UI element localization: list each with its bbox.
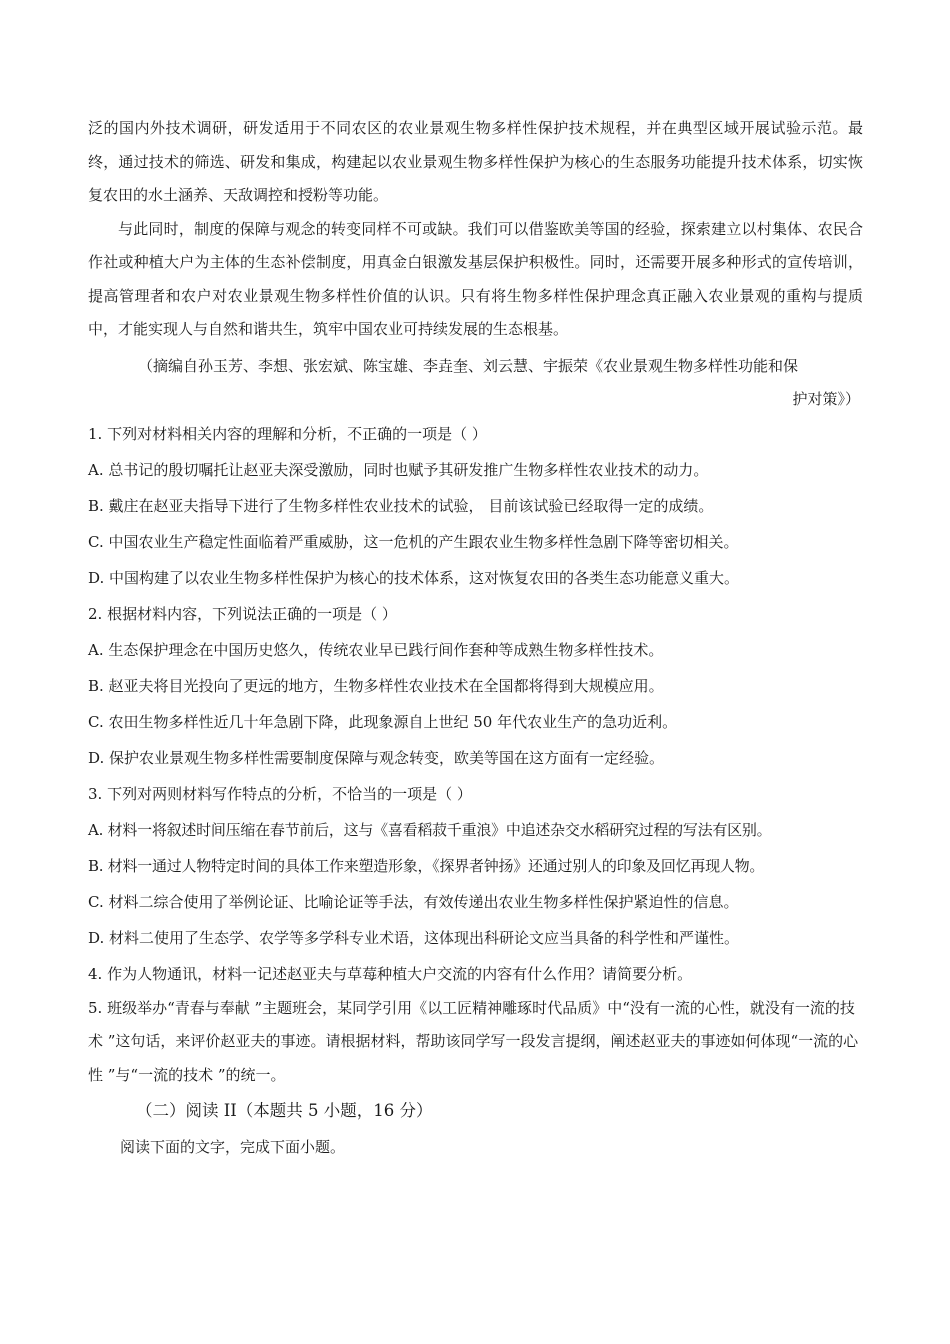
question-1-option-a: A. 总书记的殷切嘱托让赵亚夫深受激励，同时也赋予其研发推广生物多样性农业技术的动力。	[88, 460, 709, 479]
question-1-option-c: C. 中国农业生产稳定性面临着严重威胁，这一危机的产生跟农业生物多样性急剧下降等密切相关。	[88, 532, 739, 551]
question-2-option-d: D. 保护农业景观生物多样性需要制度保障与观念转变，欧美等国在这方面有一定经验。	[88, 748, 665, 767]
document-page	[88, 112, 863, 1165]
question-5-stem: 5. 班级举办“青春与奉献 ”主题班会，某同学引用《以工匠精神雕琢时代品质》中“没有一流的心性，就没有一流的技术 ”这句话，来评价赵亚夫的事迹。请根据材料，帮助该同学写一段发言提纲，阐述赵亚夫的事迹如何体现“一流的心性 ”与“一流的技术 ”的统一。	[88, 998, 859, 1084]
question-1-stem: 1. 下列对材料相关内容的理解和分析，不正确的一项是（ ）	[88, 424, 487, 443]
question-2-option-a: A. 生态保护理念在中国历史悠久，传统农业早已践行间作套种等成熟生物多样性技术。	[88, 640, 664, 659]
source-citation	[88, 350, 863, 416]
source-citation-line2: 护对策》）	[792, 389, 860, 408]
paragraph-policy: 与此同时，制度的保障与观念的转变同样不可或缺。我们可以借鉴欧美等国的经验，探索建立以村集体、农民合作社或种植大户为主体的生态补偿制度，用真金白银激发基层保护积极性。同时，还需要开展多种形式的宣传培训，提高管理者和农户对农业景观生物多样性价值的认识。只有将生物多样性保护理念真正融入农业景观的重构与提质中，才能实现人与自然和谐共生，筑牢中国农业可持续发展的生态根基。	[88, 219, 863, 338]
paragraph-continued: 泛的国内外技术调研，研发适用于不同农区的农业景观生物多样性保护技术规程，并在典型区域开展试验示范。最终，通过技术的筛选、研发和集成，构建起以农业景观生物多样性保护为核心的生态服务功能提升技术体系，切实恢复农田的水土涵养、天敌调控和授粉等功能。	[88, 119, 863, 204]
reading-instruction: 阅读下面的文字，完成下面小题。	[120, 1138, 346, 1156]
question-3-option-a: A. 材料一将叙述时间压缩在春节前后，这与《喜看稻菽千重浪》中追述杂交水稻研究过程的写法有区别。	[88, 820, 772, 839]
question-1-option-b: B. 戴庄在赵亚夫指导下进行了生物多样性农业技术的试验， 目前该试验已经取得一定的成绩。	[88, 496, 714, 515]
question-3-stem: 3. 下列对两则材料写作特点的分析，不恰当的一项是（ ）	[88, 784, 472, 803]
question-3-option-c: C. 材料二综合使用了举例论证、比喻论证等手法，有效传递出农业生物多样性保护紧迫性的信息。	[88, 892, 739, 911]
source-citation-line1: （摘编自孙玉芳、李想、张宏斌、陈宝雄、李垚奎、刘云慧、宇振荣《农业景观生物多样性功能和保	[138, 356, 799, 375]
question-2-option-c: C. 农田生物多样性近几十年急剧下降，此现象源自上世纪 50 年代农业生产的急功近利。	[88, 712, 678, 731]
question-3-option-b: B. 材料一通过人物特定时间的具体工作来塑造形象，《探界者钟扬》还通过别人的印象及回忆再现人物。	[88, 856, 765, 875]
question-3-option-d: D. 材料二使用了生态学、农学等多学科专业术语，这体现出科研论文应当具备的科学性和严谨性。	[88, 928, 740, 947]
section-title: （二）阅读 II（本题共 5 小题，16 分）	[136, 1101, 433, 1120]
question-4-stem: 4. 作为人物通讯，材料一记述赵亚夫与草莓种植大户交流的内容有什么作用？请简要分析。	[88, 964, 693, 983]
question-2-option-b: B. 赵亚夫将目光投向了更远的地方，生物多样性农业技术在全国都将得到大规模应用。	[88, 676, 664, 695]
question-2-stem: 2. 根据材料内容，下列说法正确的一项是（ ）	[88, 604, 397, 623]
question-1-option-d: D. 中国构建了以农业生物多样性保护为核心的技术体系，这对恢复农田的各类生态功能意义重大。	[88, 568, 740, 587]
